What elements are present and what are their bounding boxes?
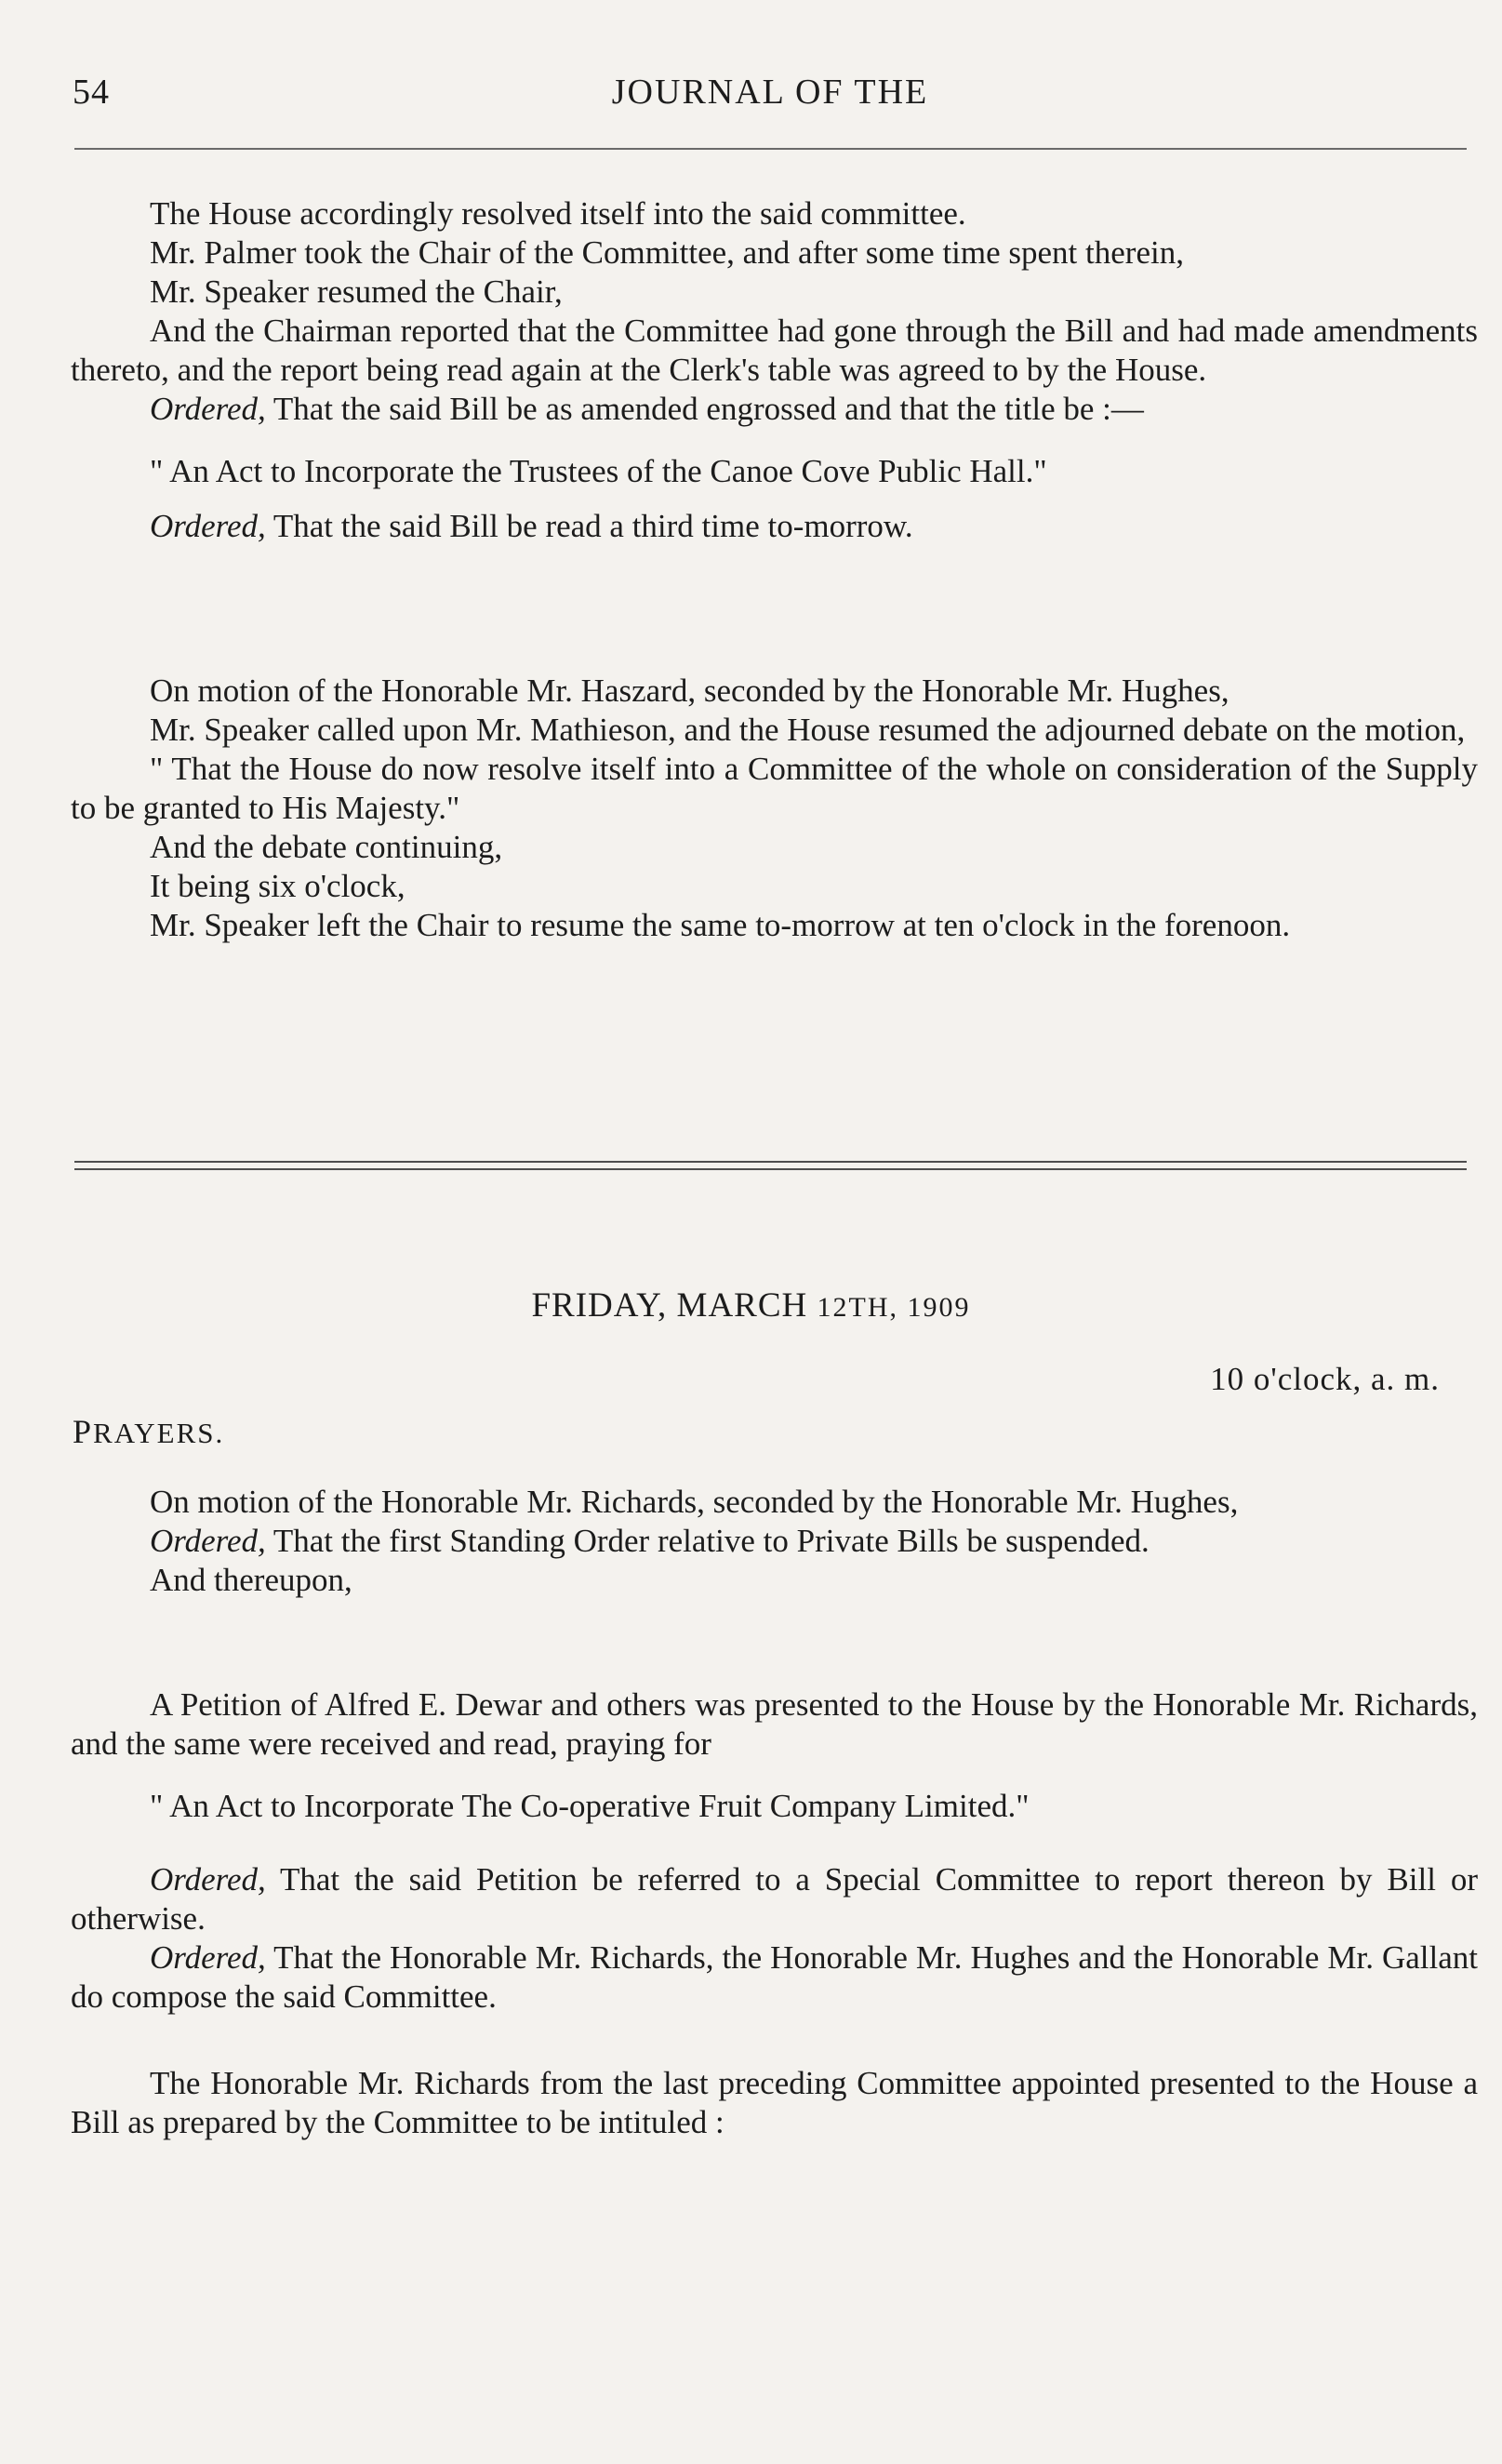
order-paragraph xyxy=(71,1860,1478,1938)
section-bill-presented xyxy=(71,2064,1478,2142)
order-text: That the said Bill be read a third time to-morrow. xyxy=(265,508,913,544)
paragraph: On motion of the Honorable Mr. Richards, seconded by the Honorable Mr. Hughes, xyxy=(150,1484,1239,1520)
page-number: 54 xyxy=(73,73,110,112)
paragraph: And thereupon, xyxy=(150,1562,352,1598)
paragraph: The House accordingly resolved itself into the said committee. xyxy=(150,195,966,232)
order-paragraph xyxy=(71,1938,1478,2017)
order-paragraph xyxy=(71,390,1478,429)
order-paragraph xyxy=(71,1522,1478,1561)
ordered-label: Ordered, xyxy=(150,1939,266,1976)
paragraph: The Honorable Mr. Richards from the last preceding Committee appointed presented to the House a Bill as prepared by the Committee to be intituled : xyxy=(71,2065,1478,2140)
paragraph: And the Chairman reported that the Committee had gone through the Bill and had made amendments thereto, and the report being read again at the Clerk's table was agreed to by the House. xyxy=(71,313,1478,388)
prayers-initial: P xyxy=(73,1413,94,1450)
paragraph: On motion of the Honorable Mr. Haszard, seconded by the Honorable Mr. Hughes, xyxy=(150,673,1230,709)
ordered-label: Ordered, xyxy=(150,1523,266,1559)
paragraph: Mr. Speaker resumed the Chair, xyxy=(150,273,563,310)
order-paragraph xyxy=(71,507,1478,546)
header-rule xyxy=(74,148,1467,150)
section-divider xyxy=(74,1161,1467,1172)
paragraph: Mr. Speaker left the Chair to resume the same to-morrow at ten o'clock in the forenoon. xyxy=(150,907,1291,943)
motion-quote: " That the House do now resolve itself into a Committee of the whole on consideration of the Supply to be granted to His Majesty." xyxy=(71,751,1478,826)
section-standing-order xyxy=(71,1483,1478,1600)
section-supply-debate xyxy=(71,672,1478,945)
prayers-rest: RAYERS. xyxy=(93,1417,225,1449)
day-heading-date: 12TH, 1909 xyxy=(817,1292,971,1323)
bill-title-quote: " An Act to Incorporate the Trustees of the Canoe Cove Public Hall." xyxy=(150,453,1047,489)
section-petition xyxy=(71,1685,1478,2017)
section-committee-report xyxy=(71,194,1478,546)
day-heading-main: FRIDAY, MARCH xyxy=(531,1286,817,1325)
ordered-label: Ordered, xyxy=(150,508,266,544)
ordered-label: Ordered, xyxy=(150,391,266,427)
order-text: That the said Bill be as amended engrossed and that the title be :— xyxy=(265,391,1144,427)
order-text: That the said Petition be referred to a Special Committee to report thereon by Bill or otherwise. xyxy=(71,1861,1478,1937)
bill-title-quote: " An Act to Incorporate The Co-operative Fruit Company Limited." xyxy=(150,1788,1030,1824)
order-text: That the Honorable Mr. Richards, the Honorable Mr. Hughes and the Honorable Mr. Gallant do compose the said Committee. xyxy=(71,1939,1478,2015)
paragraph: It being six o'clock, xyxy=(150,868,405,904)
paragraph: A Petition of Alfred E. Dewar and others was presented to the House by the Honorable Mr. Richards, and the same were received and read, praying for xyxy=(71,1686,1478,1762)
paragraph: And the debate continuing, xyxy=(150,829,503,865)
running-title: JOURNAL OF THE xyxy=(611,73,929,112)
prayers-heading xyxy=(73,1412,224,1453)
day-heading xyxy=(0,1286,1502,1327)
page-header xyxy=(73,73,1468,119)
ordered-label: Ordered, xyxy=(150,1861,266,1898)
order-text: That the first Standing Order relative to Private Bills be suspended. xyxy=(265,1523,1150,1559)
paragraph: Mr. Palmer took the Chair of the Committee, and after some time spent therein, xyxy=(150,234,1184,271)
sitting-time: 10 o'clock, a. m. xyxy=(1210,1361,1440,1397)
paragraph: Mr. Speaker called upon Mr. Mathieson, and the House resumed the adjourned debate on the motion, xyxy=(150,712,1466,748)
